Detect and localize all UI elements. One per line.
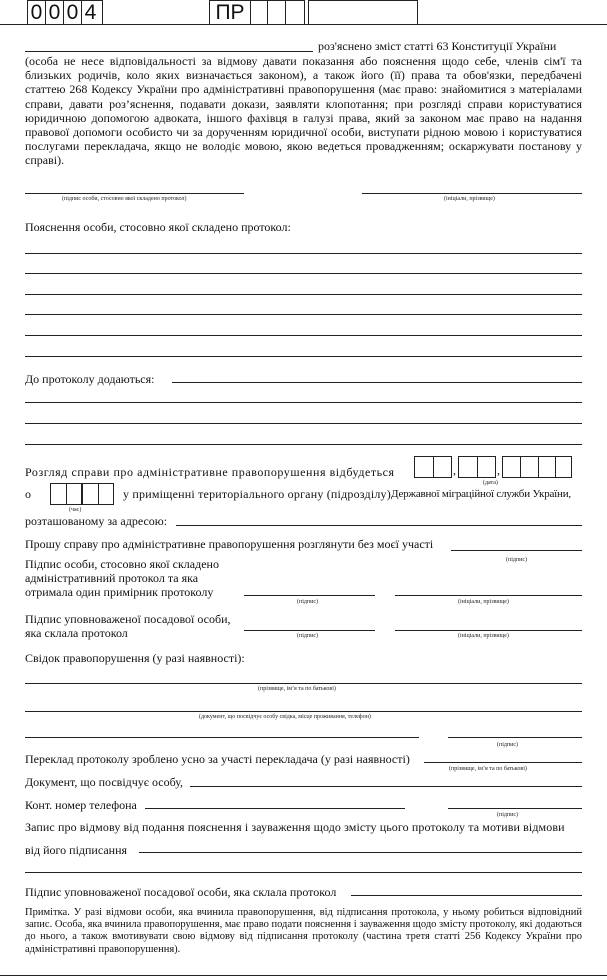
witness-document-line[interactable] xyxy=(25,711,582,712)
offender-sign-line-3: отримала один примірник протоколу xyxy=(25,585,214,599)
official-sign-line-2: яка склала протокол xyxy=(25,626,128,640)
explanation-line[interactable] xyxy=(25,314,582,315)
explanation-line[interactable] xyxy=(25,253,582,254)
rights-text: (особа не несе відповідальності за відмову давати показання або пояснення щодо себе, членів сім'ї та близьких родичів, коло яких визначається законом), а також його (її) права та обов'язки, передбачені статтею 268 Кодексу України про адміністративні правопорушення (має право: знайомитися з матеріалами справи, давати роз’яснення, подавати докази, заявляти клопотання; при розгляді справи користуватися юридичною допомогою адвоката, іншого фахівця в галузі права, який за законом має право на надання правової допомоги особисто чи за дорученням юридичної особи, виступати рідною мовою і користуватися послугами перекладача, якщо не володіє мовою, якою ведеться провадженням; оскаржувати постанову у справі). xyxy=(25,54,582,168)
premises-text: у приміщенні територіального органу (підрозділу) xyxy=(123,487,391,501)
official-signature-line[interactable] xyxy=(244,630,375,631)
time-caption: (час) xyxy=(69,507,82,513)
final-sign-label: Підпис уповноваженої посадової особи, яка склала протокол xyxy=(25,885,337,899)
explained-to-field[interactable] xyxy=(25,51,313,52)
final-signature-line[interactable] xyxy=(351,895,582,896)
official-sign-line-1: Підпис уповноваженої посадової особи, xyxy=(25,612,231,626)
date-separator: , xyxy=(497,463,500,477)
signature-caption: (підпис особи, стосовно якої складено протокол) xyxy=(62,196,187,202)
series-label: ПР xyxy=(210,1,251,25)
date-separator: , xyxy=(453,463,456,477)
hearing-text: Розгляд справи про адміністративне правопорушення відбудеться xyxy=(25,465,395,479)
translator-document-line[interactable] xyxy=(190,786,582,787)
translator-name-caption: (прізвище, ім’я та по батькові) xyxy=(449,766,527,772)
signature-line[interactable] xyxy=(25,193,244,194)
explanation-line[interactable] xyxy=(25,335,582,336)
witness-name-caption: (прізвище, ім’я та по батькові) xyxy=(258,686,336,692)
date-month-box[interactable] xyxy=(458,456,496,478)
witness-name-line[interactable] xyxy=(25,683,582,684)
number-digit: 0 xyxy=(28,1,46,25)
explanation-line[interactable] xyxy=(25,356,582,357)
witness-extra-line[interactable] xyxy=(25,737,419,738)
offender-sign-line-1: Підпис особи, стосовно якої складено xyxy=(25,557,219,571)
service-name: Державної міграційної служби України, xyxy=(391,488,571,500)
translator-document-label: Документ, що посвідчує особу, xyxy=(25,775,184,789)
series-cell xyxy=(286,1,304,25)
bottom-divider xyxy=(0,975,607,976)
refusal-line[interactable] xyxy=(139,852,582,853)
number-digit: 0 xyxy=(64,1,82,25)
witness-signature-caption: (підпис) xyxy=(497,742,519,748)
attached-line[interactable] xyxy=(172,382,582,383)
translator-name-line[interactable] xyxy=(424,762,582,763)
note-text: Примітка. У разі відмови особи, яка вчинила правопорушення, від підписання протокола, у ньому робиться відповідний запис. Особа, яка вчинила правопорушення, має право подати пояснення і зауваження щодо змісту протоколу, які додаються до нього, а також вмотивувати свою відмову від підписання протоколу (частина третя статті 256 Кодексу України про адміністративні правопорушення). xyxy=(25,907,582,955)
attached-line[interactable] xyxy=(25,444,582,445)
date-day-box[interactable] xyxy=(414,456,452,478)
explanation-line[interactable] xyxy=(25,273,582,274)
official-signature-caption: (підпис) xyxy=(297,633,319,639)
series-box[interactable] xyxy=(209,0,305,25)
time-at-label: о xyxy=(25,487,31,501)
witness-label: Свідок правопорушення (у разі наявності): xyxy=(25,651,245,665)
witness-document-caption: (документ, що посвідчує особу свідка, місце проживання, телефон) xyxy=(199,714,371,720)
offender-signature-line[interactable] xyxy=(244,595,375,596)
translator-phone-label: Конт. номер телефона xyxy=(25,798,137,812)
header-divider xyxy=(0,24,607,25)
translator-label: Переклад протоколу зроблено усно за участі перекладача (у разі наявності) xyxy=(25,752,410,766)
absence-label: Прошу справу про адміністративне правопорушення розглянути без моєї участі xyxy=(25,537,434,551)
offender-sign-line-2: адміністративний протокол та яка xyxy=(25,571,199,585)
absence-signature-line[interactable] xyxy=(451,550,582,551)
number-digit: 4 xyxy=(84,1,97,24)
time-minutes-box[interactable] xyxy=(82,483,114,505)
explanation-line[interactable] xyxy=(25,294,582,295)
initials-caption: (ініціали, прізвище) xyxy=(444,196,495,202)
witness-signature-line[interactable] xyxy=(448,737,582,738)
attached-line[interactable] xyxy=(25,402,582,403)
translator-signature-caption: (підпис) xyxy=(497,812,519,818)
series-cell xyxy=(268,1,286,25)
translator-signature-line[interactable] xyxy=(448,808,582,809)
attached-label: До протоколу додаються: xyxy=(25,372,155,386)
official-initials-line[interactable] xyxy=(395,630,582,631)
time-hours-box[interactable] xyxy=(50,483,82,505)
offender-initials-caption: (ініціали, прізвище) xyxy=(458,599,509,605)
refusal-line-1: Запис про відмову від подання пояснення і зауваження щодо змісту цього протоколу та мотиви відмови xyxy=(25,820,565,834)
date-caption: (дата) xyxy=(483,480,498,486)
refusal-line[interactable] xyxy=(25,872,582,873)
number-digit: 0 xyxy=(46,1,64,25)
date-year-box[interactable] xyxy=(502,456,572,478)
address-line[interactable] xyxy=(176,525,582,526)
explanation-label: Пояснення особи, стосовно якої складено протокол: xyxy=(25,220,291,234)
explained-suffix: роз'яснено зміст статті 63 Конституції України xyxy=(318,39,557,53)
attached-line[interactable] xyxy=(25,423,582,424)
series-cell xyxy=(250,1,268,25)
official-initials-caption: (ініціали, прізвище) xyxy=(458,633,509,639)
offender-signature-caption: (підпис) xyxy=(297,599,319,605)
protocol-number-box[interactable] xyxy=(27,0,103,25)
translator-phone-line[interactable] xyxy=(145,808,405,809)
offender-initials-line[interactable] xyxy=(395,595,582,596)
absence-signature-caption: (підпис) xyxy=(506,557,528,563)
address-label: розташованому за адресою: xyxy=(25,514,168,528)
initials-line[interactable] xyxy=(362,193,582,194)
refusal-line-2: від його підписання xyxy=(25,843,128,857)
series-extra-box[interactable] xyxy=(308,0,418,25)
